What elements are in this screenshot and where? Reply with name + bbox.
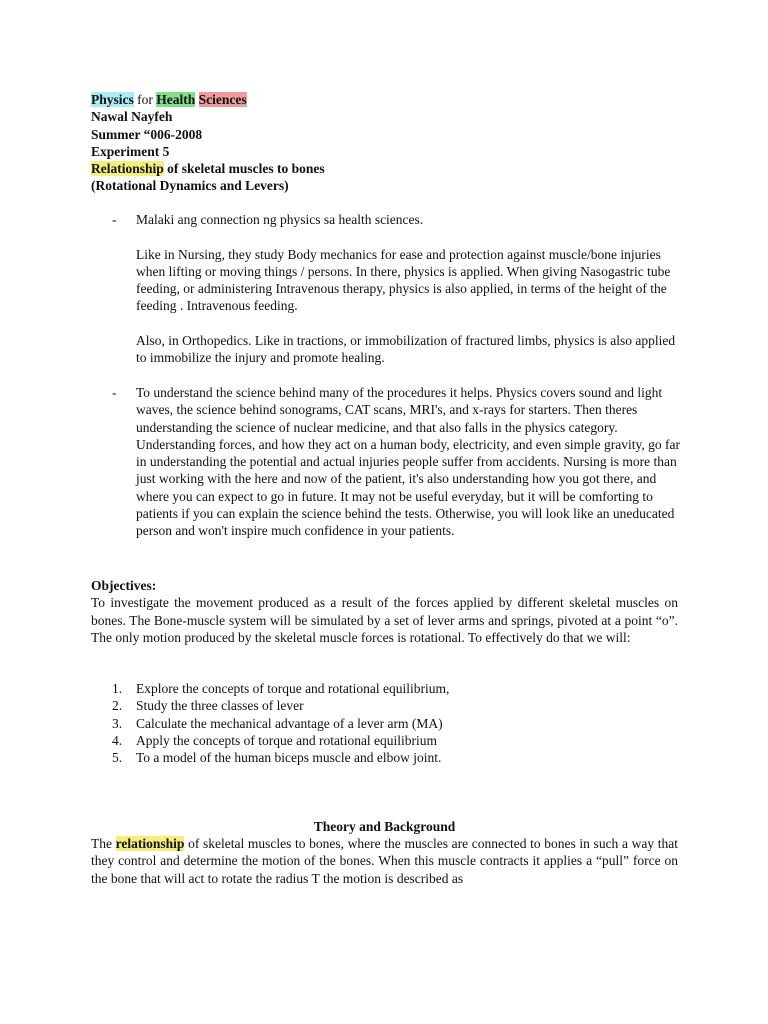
bullet-paragraph: Also, in Orthopedics. Like in tractions, or immobilization of fractured limbs, physics is also applied to immobilize the injury and promote healing. xyxy=(136,333,676,366)
list-text: Explore the concepts of torque and rotational equilibrium, xyxy=(136,681,450,696)
bullet-item xyxy=(112,384,682,540)
objectives-title: Objectives: xyxy=(91,578,157,593)
bullet-paragraph: To understand the science behind many of the procedures it helps. Physics covers sound and light waves, the science behind sonograms, CAT scans, MRI's, and x-rays for starters. Then theres understanding the science of nuclear medicine, and that also falls in the physics category. Understanding forces, and how they act on a human body, electricity, and even simple gravity, go far in understanding the potential and actual injuries people suffer from accidents. Nursing is more than just working with the here and now of the patient, it's also understanding how you got there, and where you can expect to go in future. It may not be useful everyday, but it will be comforting to patients if you can explain the science behind the tests. Otherwise, you will look like an uneducated person and won't inspire much confidence in your patients. xyxy=(136,384,680,539)
list-item xyxy=(112,697,672,714)
document-header xyxy=(91,91,325,195)
bullet-paragraph: Like in Nursing, they study Body mechanics for ease and protection against muscle/bone injuries when lifting or moving things / persons. In there, physics is applied. When giving Nasogastric tube feeding, or administering Intravenous therapy, physics is also applied, in terms of the height of the feeding . Intravenous feeding. xyxy=(136,246,671,314)
topic-line xyxy=(91,160,325,177)
list-item xyxy=(112,732,672,749)
title-health: Health xyxy=(156,92,196,107)
topic-highlight: Relationship xyxy=(91,161,164,177)
list-item xyxy=(112,715,672,732)
bullet-dash: - xyxy=(112,384,117,400)
list-text: Calculate the mechanical advantage of a lever arm (MA) xyxy=(136,715,443,731)
theory-body: of skeletal muscles to bones, where the muscles are connected to bones in such a way that they control and determine the motion of the bones. When this muscle contracts it applies a “pull” force on the bone that will act to rotate the radius T the motion is described as xyxy=(91,836,678,886)
list-text: Apply the concepts of torque and rotational equilibrium xyxy=(136,732,438,748)
bullet-dash: - xyxy=(112,212,117,227)
objectives-list xyxy=(112,680,672,766)
author-name: Nawal Nayfeh xyxy=(91,109,173,125)
list-item xyxy=(112,680,672,697)
theory-text xyxy=(91,835,678,887)
list-number: 4. xyxy=(112,732,123,748)
term: Summer “006-2008 xyxy=(91,126,203,142)
document-title xyxy=(91,91,325,108)
bullet-list xyxy=(112,211,682,540)
list-number: 1. xyxy=(112,681,123,696)
title-sciences: Sciences xyxy=(198,92,247,107)
list-number: 3. xyxy=(112,715,123,731)
title-for: for xyxy=(133,92,157,107)
topic-rest: of skeletal muscles to bones xyxy=(163,161,325,177)
experiment-number: Experiment 5 xyxy=(91,143,170,159)
theory-lead: The xyxy=(91,836,116,851)
bullet-item xyxy=(112,211,682,367)
theory-keyword: relationship xyxy=(115,836,185,851)
title-physics: Physics xyxy=(91,92,134,107)
bullet-paragraph: Malaki ang connection ng physics sa health sciences. xyxy=(136,212,424,227)
list-text: To a model of the human biceps muscle and elbow joint. xyxy=(136,750,442,766)
subtitle: (Rotational Dynamics and Levers) xyxy=(91,178,289,194)
list-number: 5. xyxy=(112,750,123,766)
list-number: 2. xyxy=(112,698,123,714)
objectives-section xyxy=(91,577,678,646)
objectives-text: To investigate the movement produced as a result of the forces applied by different skeletal muscles on bones. The Bone-muscle system will be simulated by a set of lever arms and springs, pivoted at a point “o”. The only motion produced by the skeletal muscle forces is rotational. To effectively do that we will: xyxy=(91,595,678,645)
theory-title: Theory and Background xyxy=(313,819,456,834)
list-item xyxy=(112,749,672,766)
list-text: Study the three classes of lever xyxy=(136,698,304,714)
